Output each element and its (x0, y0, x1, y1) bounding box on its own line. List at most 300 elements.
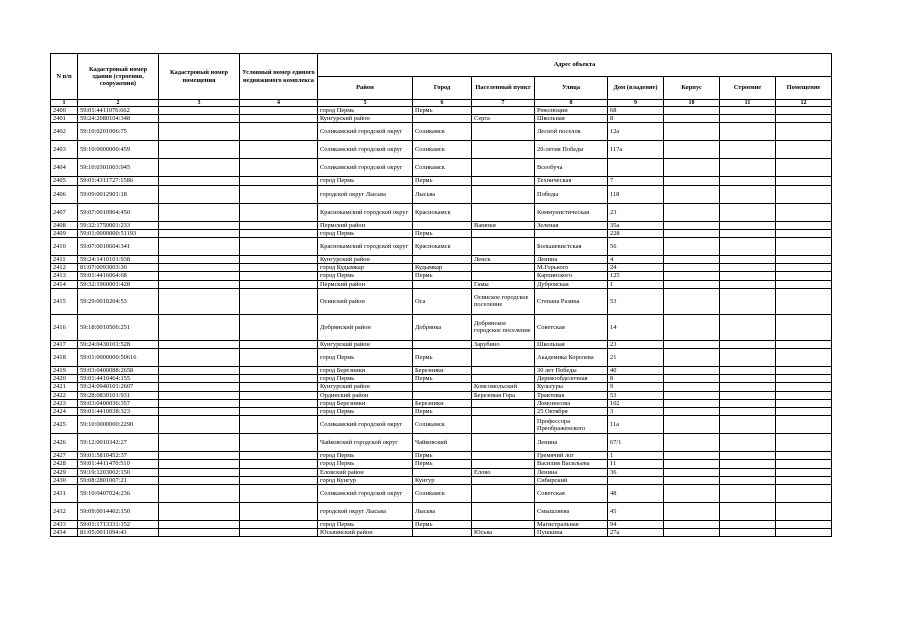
cell-pomeschenie (776, 529, 832, 537)
cell-settlement: Елово (472, 468, 535, 476)
cell-cadastral-room (159, 159, 240, 177)
table-row (51, 177, 832, 185)
cell-house: 1 (608, 452, 664, 460)
cell-cadastral-room (159, 399, 240, 407)
cell-pomeschenie (776, 141, 832, 159)
cell-conditional-number (240, 238, 318, 256)
cell-district: Краснокамский городской округ (318, 238, 413, 256)
cell-cadastral-building: 59:32:1960001:428 (78, 280, 159, 288)
cell-house: 125 (608, 272, 664, 280)
cell-city: Пермь (413, 408, 472, 416)
cell-cadastral-building: 59:10:0301003:945 (78, 159, 159, 177)
cell-conditional-number (240, 314, 318, 340)
cell-conditional-number (240, 221, 318, 229)
cell-house: 14 (608, 314, 664, 340)
cell-pomeschenie (776, 256, 832, 264)
cell-pomeschenie (776, 416, 832, 434)
cell-district: город Березники (318, 367, 413, 375)
cell-house: 48 (608, 485, 664, 503)
header-district: Район (318, 77, 413, 100)
cell-stroenie (720, 256, 776, 264)
cell-street: Техническая (535, 177, 608, 185)
cell-cadastral-room (159, 177, 240, 185)
cell-stroenie (720, 521, 776, 529)
table-row (51, 123, 832, 141)
cell-house: 40 (608, 367, 664, 375)
cell-stroenie (720, 280, 776, 288)
cell-pomeschenie (776, 229, 832, 237)
cell-city (413, 115, 472, 123)
cell-settlement: Ленск (472, 256, 535, 264)
cell-city: Пермь (413, 452, 472, 460)
table-row (51, 185, 832, 203)
row-number: 2427 (51, 452, 78, 460)
cell-korpus (664, 452, 720, 460)
cell-stroenie (720, 476, 776, 484)
header-settlement: Населенный пункт (472, 77, 535, 100)
cell-cadastral-room (159, 416, 240, 434)
table-row (51, 476, 832, 484)
cell-house: 35а (608, 221, 664, 229)
cell-settlement (472, 367, 535, 375)
table-row (51, 115, 832, 123)
cell-conditional-number (240, 280, 318, 288)
row-number: 2409 (51, 229, 78, 237)
cell-pomeschenie (776, 288, 832, 314)
cell-korpus (664, 264, 720, 272)
cell-settlement: Юсьва (472, 529, 535, 537)
cell-house: 102 (608, 399, 664, 407)
cell-settlement (472, 399, 535, 407)
cell-settlement (472, 141, 535, 159)
cell-conditional-number (240, 349, 318, 367)
cell-cadastral-building: 59:09:0012901:18 (78, 185, 159, 203)
cell-conditional-number (240, 375, 318, 383)
cell-pomeschenie (776, 107, 832, 115)
table-row (51, 256, 832, 264)
table-row (51, 107, 832, 115)
row-number: 2415 (51, 288, 78, 314)
cell-conditional-number (240, 485, 318, 503)
cell-house: 3 (608, 408, 664, 416)
cell-stroenie (720, 349, 776, 367)
cell-district: город Пермь (318, 521, 413, 529)
cell-house: 27а (608, 529, 664, 537)
cell-street: Ленина (535, 256, 608, 264)
cell-street: Большевистская (535, 238, 608, 256)
row-number: 2416 (51, 314, 78, 340)
cell-conditional-number (240, 159, 318, 177)
cell-district: городской округ Лысьва (318, 185, 413, 203)
cell-district: Юсьвинский район (318, 529, 413, 537)
cell-street: Ленина (535, 434, 608, 452)
cell-settlement (472, 185, 535, 203)
cell-city: Соликамск (413, 485, 472, 503)
row-number: 2423 (51, 399, 78, 407)
cell-pomeschenie (776, 391, 832, 399)
cell-settlement (472, 485, 535, 503)
cell-city: Краснокамск (413, 238, 472, 256)
cell-conditional-number (240, 229, 318, 237)
cell-settlement (472, 408, 535, 416)
cell-city: Чайковский (413, 434, 472, 452)
row-number: 2421 (51, 383, 78, 391)
cell-house: 8 (608, 115, 664, 123)
cell-cadastral-building: 59:01:4416064:68 (78, 272, 159, 280)
cell-stroenie (720, 383, 776, 391)
cell-cadastral-room (159, 452, 240, 460)
cell-city: Березники (413, 399, 472, 407)
row-number: 2422 (51, 391, 78, 399)
cell-cadastral-room (159, 141, 240, 159)
cell-city: Пермь (413, 107, 472, 115)
cell-settlement: Ванюки (472, 221, 535, 229)
row-number: 2434 (51, 529, 78, 537)
cell-stroenie (720, 408, 776, 416)
cell-street: Революции (535, 107, 608, 115)
cell-district: Краснокамский городской округ (318, 203, 413, 221)
cell-cadastral-room (159, 391, 240, 399)
cell-korpus (664, 391, 720, 399)
cell-pomeschenie (776, 367, 832, 375)
table-row (51, 399, 832, 407)
cell-district: Соликамский городской округ (318, 123, 413, 141)
cell-house: 228 (608, 229, 664, 237)
cell-settlement: Серга (472, 115, 535, 123)
cell-settlement (472, 460, 535, 468)
cell-cadastral-room (159, 460, 240, 468)
column-number: 4 (240, 100, 318, 107)
column-number: 12 (776, 100, 832, 107)
cell-house: 118 (608, 185, 664, 203)
cell-conditional-number (240, 264, 318, 272)
cell-stroenie (720, 123, 776, 141)
cell-cadastral-room (159, 503, 240, 521)
cell-conditional-number (240, 399, 318, 407)
cell-city (413, 256, 472, 264)
cell-cadastral-room (159, 476, 240, 484)
cell-settlement (472, 349, 535, 367)
cell-district: Соликамский городской округ (318, 485, 413, 503)
cell-house: 23 (608, 203, 664, 221)
cell-settlement (472, 238, 535, 256)
cell-city (413, 529, 472, 537)
cell-korpus (664, 272, 720, 280)
cell-settlement (472, 521, 535, 529)
cell-stroenie (720, 340, 776, 348)
table-row (51, 391, 832, 399)
cell-settlement (472, 177, 535, 185)
cell-street: Лесной поселок (535, 123, 608, 141)
cell-settlement: Березовая Гора (472, 391, 535, 399)
cell-house: 56 (608, 238, 664, 256)
cell-city (413, 468, 472, 476)
cell-conditional-number (240, 288, 318, 314)
header-stroenie: Строение (720, 77, 776, 100)
cell-street: Василия Васильева (535, 460, 608, 468)
row-number: 2431 (51, 485, 78, 503)
row-number: 2432 (51, 503, 78, 521)
table-row (51, 221, 832, 229)
cell-city: Лысьва (413, 503, 472, 521)
cell-stroenie (720, 221, 776, 229)
table-row (51, 485, 832, 503)
table-row (51, 408, 832, 416)
cell-house: 21 (608, 349, 664, 367)
cell-korpus (664, 399, 720, 407)
cell-stroenie (720, 185, 776, 203)
cell-pomeschenie (776, 521, 832, 529)
cell-cadastral-building: 59:03:0400036:357 (78, 399, 159, 407)
cell-stroenie (720, 272, 776, 280)
table-row (51, 314, 832, 340)
cell-city (413, 383, 472, 391)
cell-street: Зеленая (535, 221, 608, 229)
cell-cadastral-room (159, 203, 240, 221)
cell-cadastral-room (159, 221, 240, 229)
cell-conditional-number (240, 408, 318, 416)
cell-city (413, 280, 472, 288)
cell-cadastral-room (159, 123, 240, 141)
cell-korpus (664, 503, 720, 521)
header-cad-building: Кадастровый номер здания (строения, сооружения) (78, 54, 159, 100)
cell-korpus (664, 375, 720, 383)
cell-cadastral-building: 59:24:0430101:528 (78, 340, 159, 348)
header-n: N п/п (51, 54, 78, 100)
table-row (51, 452, 832, 460)
cell-cadastral-building: 59:08:2801007:21 (78, 476, 159, 484)
cell-pomeschenie (776, 460, 832, 468)
cell-pomeschenie (776, 177, 832, 185)
cell-korpus (664, 314, 720, 340)
table-row (51, 238, 832, 256)
cell-stroenie (720, 434, 776, 452)
cell-stroenie (720, 503, 776, 521)
cell-cadastral-building: 59:01:4410038:323 (78, 408, 159, 416)
cell-stroenie (720, 115, 776, 123)
cell-cadastral-room (159, 272, 240, 280)
cell-city: Пермь (413, 177, 472, 185)
cell-settlement (472, 503, 535, 521)
row-number: 2411 (51, 256, 78, 264)
cell-pomeschenie (776, 375, 832, 383)
cell-conditional-number (240, 367, 318, 375)
cell-city: Соликамск (413, 416, 472, 434)
cell-stroenie (720, 399, 776, 407)
cell-house: 94 (608, 521, 664, 529)
row-number: 2418 (51, 349, 78, 367)
cell-street: Победы (535, 185, 608, 203)
row-number: 2407 (51, 203, 78, 221)
cell-cadastral-room (159, 185, 240, 203)
header-pomeschenie: Помещение (776, 77, 832, 100)
cell-pomeschenie (776, 434, 832, 452)
cell-street: Трактовая (535, 391, 608, 399)
row-number: 2428 (51, 460, 78, 468)
column-number: 2 (78, 100, 159, 107)
cell-district: Кунгурский район (318, 256, 413, 264)
cell-pomeschenie (776, 340, 832, 348)
cell-city: Кудымкар (413, 264, 472, 272)
cell-korpus (664, 141, 720, 159)
cell-stroenie (720, 229, 776, 237)
cell-conditional-number (240, 503, 318, 521)
cell-conditional-number (240, 123, 318, 141)
cell-cadastral-building: 59:07:0010904:450 (78, 203, 159, 221)
cell-korpus (664, 383, 720, 391)
cell-conditional-number (240, 391, 318, 399)
cell-cadastral-building: 59:07:0010604:341 (78, 238, 159, 256)
table-row (51, 141, 832, 159)
cell-street: 30 лет Победы (535, 367, 608, 375)
cell-cadastral-room (159, 107, 240, 115)
cell-settlement: Гамы (472, 280, 535, 288)
cell-korpus (664, 229, 720, 237)
cell-house (608, 476, 664, 484)
cell-city: Кунгур (413, 476, 472, 484)
cell-korpus (664, 115, 720, 123)
cell-cadastral-building: 59:24:1410101:938 (78, 256, 159, 264)
cell-city (413, 340, 472, 348)
cell-cadastral-building: 59:29:0010204:53 (78, 288, 159, 314)
cell-korpus (664, 238, 720, 256)
cell-city: Пермь (413, 349, 472, 367)
cell-city: Березники (413, 367, 472, 375)
cell-cadastral-room (159, 115, 240, 123)
row-number: 2424 (51, 408, 78, 416)
cell-cadastral-room (159, 434, 240, 452)
cell-cadastral-building: 59:10:0201006:75 (78, 123, 159, 141)
cell-stroenie (720, 264, 776, 272)
cell-korpus (664, 476, 720, 484)
header-house: Дом (владение) (608, 77, 664, 100)
header-korpus: Корпус (664, 77, 720, 100)
table-row (51, 203, 832, 221)
cell-street: Пушкина (535, 529, 608, 537)
column-number: 7 (472, 100, 535, 107)
cell-cadastral-room (159, 238, 240, 256)
cell-district: город Пермь (318, 408, 413, 416)
row-number: 2410 (51, 238, 78, 256)
cell-pomeschenie (776, 115, 832, 123)
cell-pomeschenie (776, 485, 832, 503)
table-row (51, 340, 832, 348)
cell-district: городской округ Лысьва (318, 503, 413, 521)
cell-house: 68 (608, 107, 664, 115)
cell-settlement: Зарубино (472, 340, 535, 348)
cell-korpus (664, 529, 720, 537)
cell-house: 67/1 (608, 434, 664, 452)
cell-cadastral-room (159, 408, 240, 416)
cell-stroenie (720, 314, 776, 340)
cell-korpus (664, 367, 720, 375)
cell-district: город Кудымкар (318, 264, 413, 272)
cell-settlement (472, 159, 535, 177)
cell-house: 53 (608, 391, 664, 399)
cell-stroenie (720, 203, 776, 221)
cell-city: Лысьва (413, 185, 472, 203)
cell-cadastral-building: 59:01:1713331:152 (78, 521, 159, 529)
header-city: Город (413, 77, 472, 100)
cell-settlement (472, 203, 535, 221)
cell-settlement (472, 107, 535, 115)
table-row (51, 375, 832, 383)
row-number: 2425 (51, 416, 78, 434)
cell-street: Гремячий лог (535, 452, 608, 460)
table-row (51, 468, 832, 476)
row-number: 2408 (51, 221, 78, 229)
row-number: 2403 (51, 141, 78, 159)
row-number: 2420 (51, 375, 78, 383)
cell-korpus (664, 221, 720, 229)
cell-cadastral-building: 59:19:1203002:150 (78, 468, 159, 476)
cell-pomeschenie (776, 159, 832, 177)
cell-korpus (664, 159, 720, 177)
cell-cadastral-room (159, 521, 240, 529)
cell-conditional-number (240, 141, 318, 159)
cell-cadastral-building: 59:12:0010342:27 (78, 434, 159, 452)
cell-street (535, 229, 608, 237)
cell-cadastral-room (159, 288, 240, 314)
cell-street: Карпинского (535, 272, 608, 280)
cell-district: город Пермь (318, 452, 413, 460)
cell-korpus (664, 416, 720, 434)
cell-conditional-number (240, 452, 318, 460)
table-row (51, 272, 832, 280)
cell-district: Кунгурский район (318, 340, 413, 348)
cell-stroenie (720, 238, 776, 256)
cell-house: 11а (608, 416, 664, 434)
cell-house (608, 159, 664, 177)
table-row (51, 264, 832, 272)
table-row (51, 349, 832, 367)
cell-cadastral-building: 81:07:0093003:30 (78, 264, 159, 272)
table-row (51, 416, 832, 434)
cell-city: Пермь (413, 272, 472, 280)
cell-cadastral-room (159, 349, 240, 367)
cell-pomeschenie (776, 349, 832, 367)
cell-cadastral-building: 59:24:0940101:2607 (78, 383, 159, 391)
cell-district: Пермский район (318, 221, 413, 229)
cell-korpus (664, 280, 720, 288)
cell-settlement (472, 123, 535, 141)
cell-house: 36 (608, 468, 664, 476)
cell-cadastral-building: 59:01:4311727:1586 (78, 177, 159, 185)
cell-korpus (664, 107, 720, 115)
cell-settlement (472, 375, 535, 383)
cell-street: Профессора Преображенского (535, 416, 608, 434)
column-number: 10 (664, 100, 720, 107)
cell-district: Добрянский район (318, 314, 413, 340)
cell-pomeschenie (776, 123, 832, 141)
header-address: Адрес объекта (318, 54, 832, 77)
cell-settlement (472, 416, 535, 434)
cell-street: М.Горького (535, 264, 608, 272)
cell-cadastral-building: 59:01:4411076:662 (78, 107, 159, 115)
column-number: 9 (608, 100, 664, 107)
cell-street: Всеобуча (535, 159, 608, 177)
cell-korpus (664, 123, 720, 141)
cell-district: Соликамский городской округ (318, 159, 413, 177)
cell-pomeschenie (776, 399, 832, 407)
cell-pomeschenie (776, 272, 832, 280)
table-row (51, 383, 832, 391)
cell-district: Ординский район (318, 391, 413, 399)
column-number: 8 (535, 100, 608, 107)
cell-korpus (664, 185, 720, 203)
cell-cadastral-room (159, 529, 240, 537)
cell-stroenie (720, 485, 776, 503)
